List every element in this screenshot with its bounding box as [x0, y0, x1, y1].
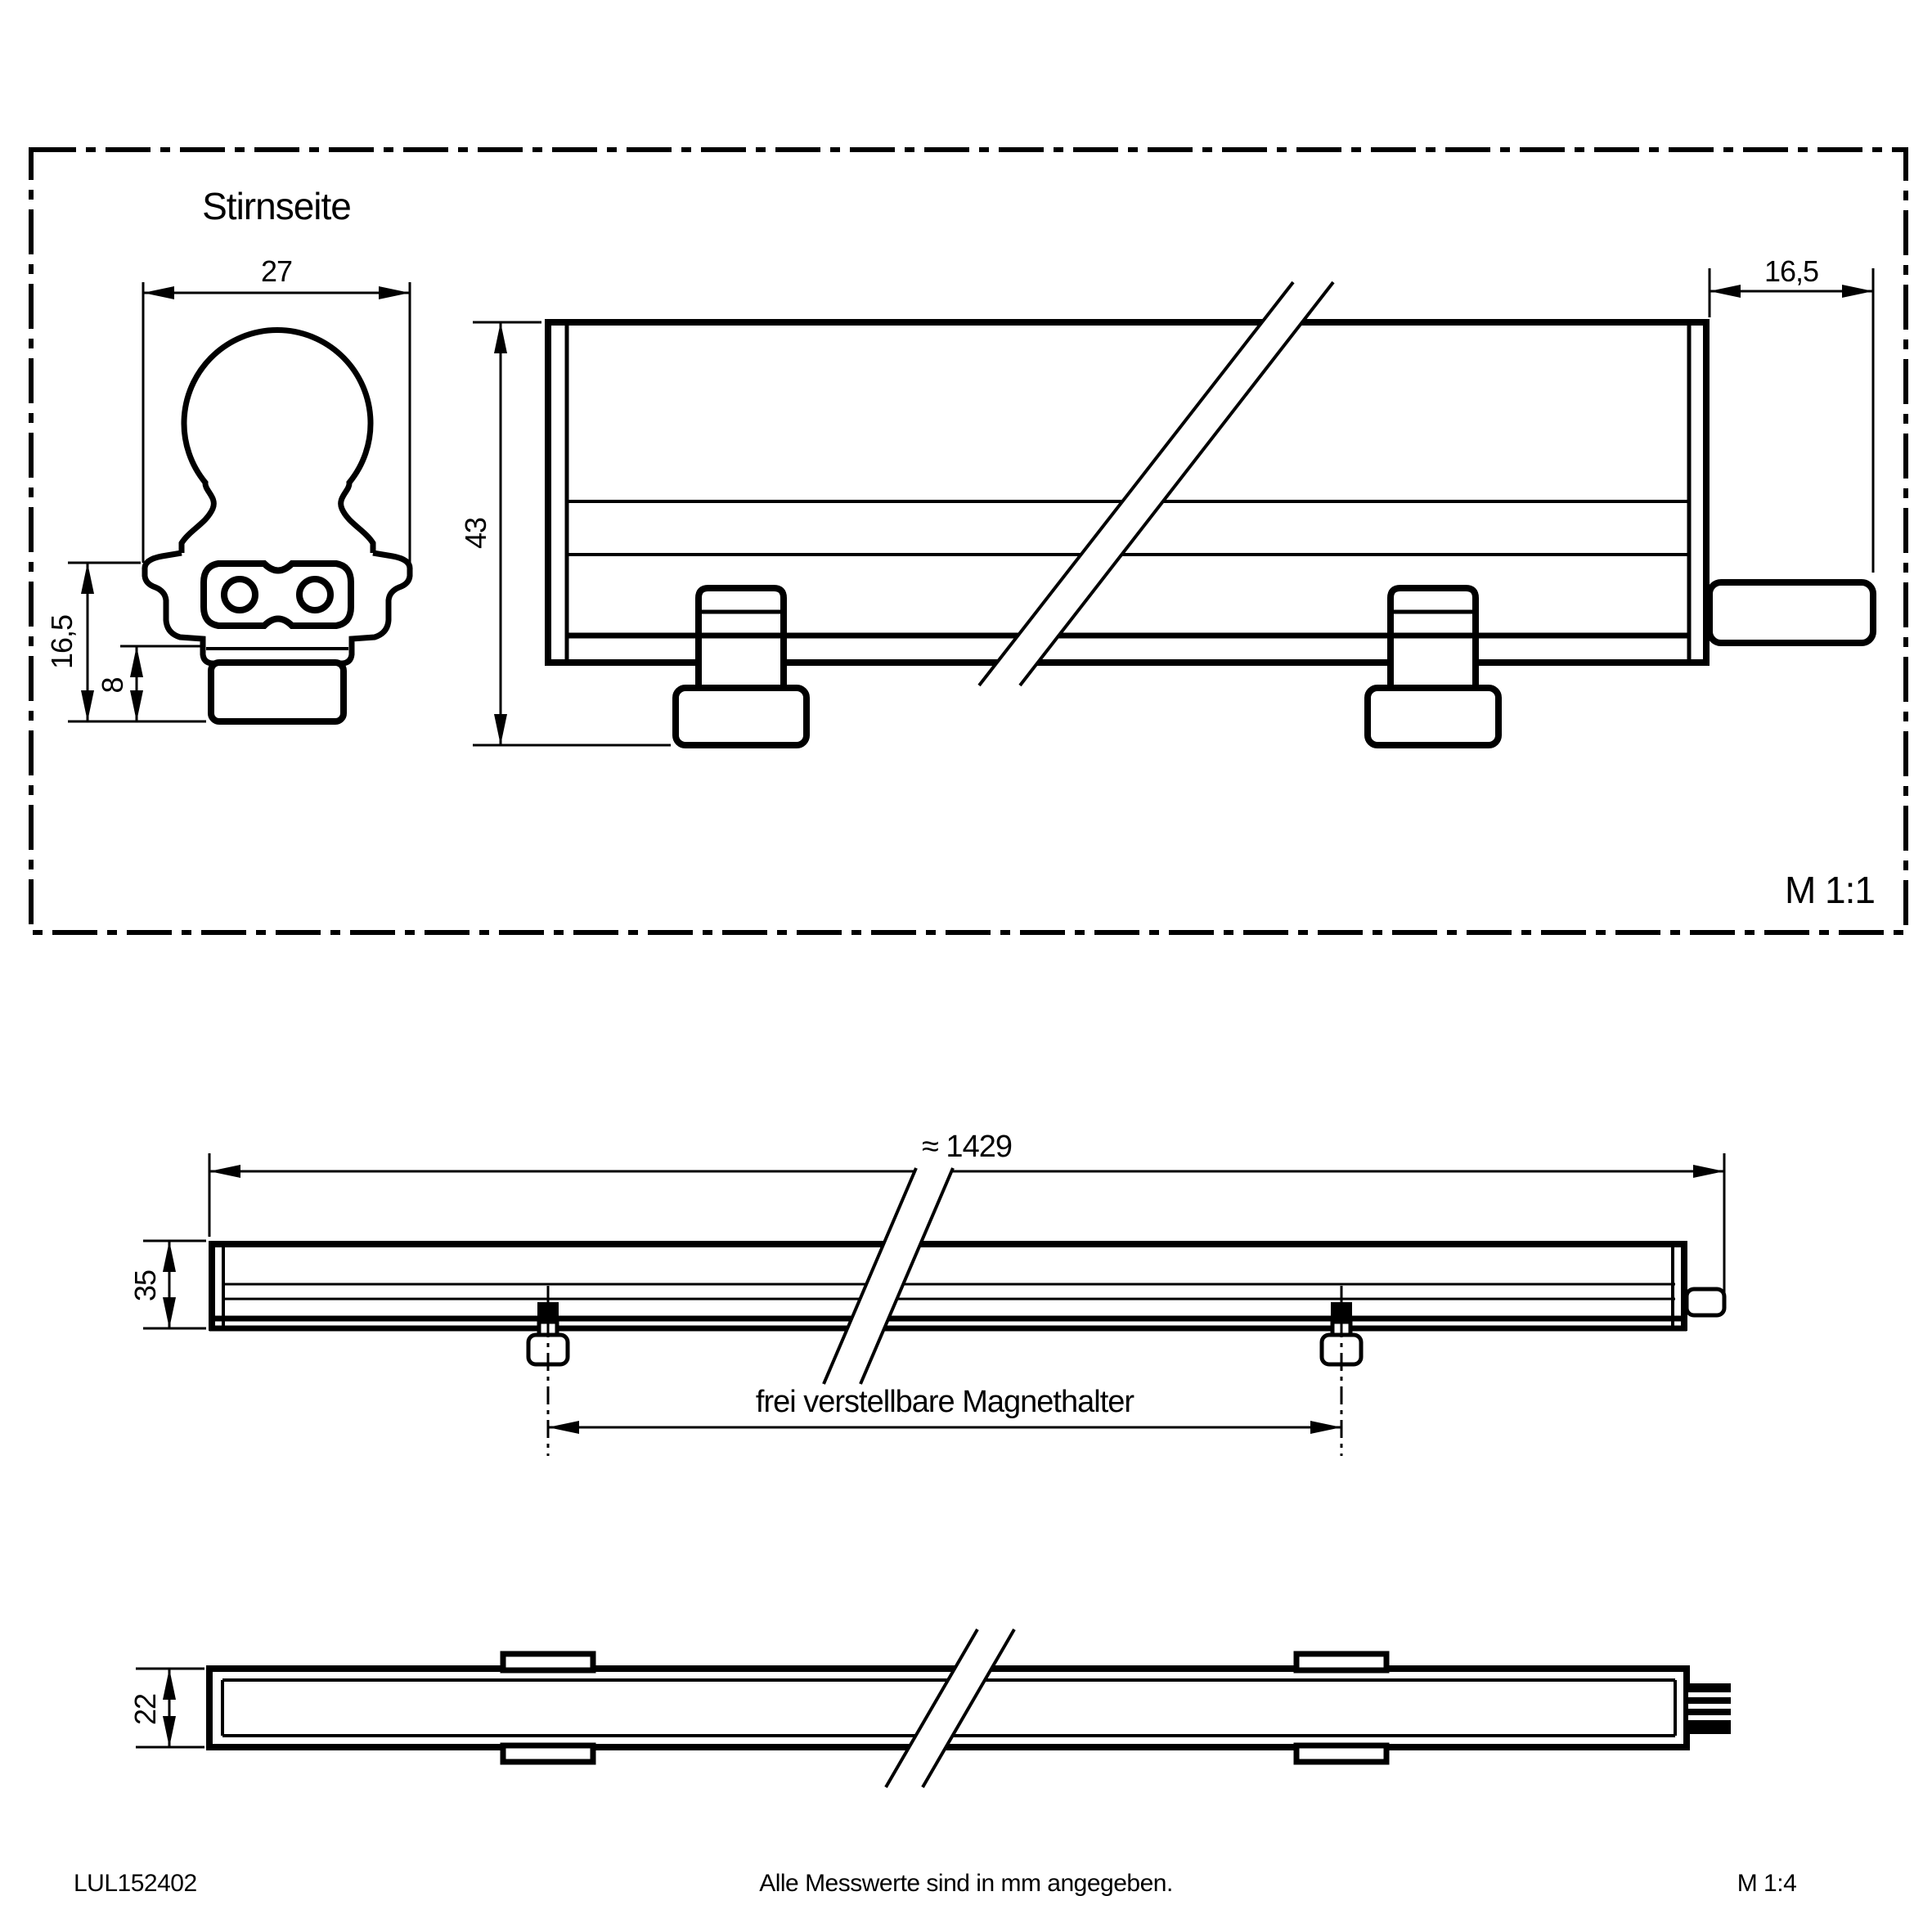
tab-right-top	[1296, 1654, 1386, 1670]
dim-165-value: 16,5	[45, 614, 79, 670]
tab-right-bottom	[1296, 1746, 1386, 1762]
top-view-connector	[1687, 1683, 1731, 1734]
dim-27-value: 27	[260, 254, 293, 288]
dim-1429-arrow-left	[209, 1165, 240, 1178]
overall-side-view	[128, 1130, 1724, 1456]
dim-165r-arrow-right	[1842, 285, 1873, 298]
front-view-title: Stirnseite	[202, 185, 351, 227]
magnet-holder-right-detail	[1368, 588, 1498, 745]
overall-holder-left	[528, 1286, 568, 1456]
holder-foot-right	[1368, 688, 1498, 745]
bar-end-connector	[1687, 1289, 1724, 1315]
magnet-holder-left-detail	[676, 588, 806, 745]
cable-hole-left	[224, 579, 255, 610]
bar-inner-lines	[223, 1284, 1675, 1299]
dim-35-arrow-bottom	[163, 1297, 176, 1328]
dim-43-arrow-bottom	[494, 714, 507, 745]
cable-cutout	[204, 564, 351, 626]
bar-break-mask	[824, 1168, 953, 1384]
detail-scale-label: M 1:1	[1784, 869, 1875, 911]
dimension-16-5-right	[1710, 254, 1873, 573]
detail-box-group	[31, 150, 1906, 932]
footer-scale: M 1:4	[1737, 1870, 1797, 1897]
cable-hole-right	[299, 579, 330, 610]
dimension-1429	[209, 1130, 1724, 1309]
overall-bar-break	[824, 1168, 953, 1384]
break-mask	[979, 282, 1333, 685]
dim-35-value: 35	[128, 1269, 162, 1302]
overall-holder-right	[1322, 1286, 1361, 1456]
dim-22-value: 22	[128, 1693, 162, 1726]
dimension-35	[128, 1241, 206, 1328]
end-connector-side	[1710, 582, 1873, 643]
magnet-holder-dimension	[548, 1385, 1341, 1434]
overall-bar	[209, 1241, 1724, 1331]
magnet-block-front	[211, 663, 344, 721]
dim-165r-value: 16,5	[1764, 254, 1819, 288]
dim-27-arrow-left	[143, 286, 174, 299]
dim-165-arrow-bottom	[81, 690, 94, 721]
dim-22-arrow-bottom	[163, 1716, 176, 1747]
side-view-detail	[459, 254, 1873, 745]
magnet-holder-label: frei verstellbare Magnethalter	[755, 1385, 1134, 1419]
profile-lens-outline	[182, 330, 373, 553]
tab-left-bottom	[503, 1746, 593, 1762]
dim-35-arrow-top	[163, 1241, 176, 1272]
footer-note: Alle Messwerte sind in mm angegeben.	[759, 1870, 1173, 1897]
dim-43-value: 43	[459, 517, 492, 550]
dim-1429-arrow-right	[1693, 1165, 1724, 1178]
dim-8-value: 8	[96, 677, 129, 694]
overall-top-view	[128, 1629, 1731, 1787]
tab-left-top	[503, 1654, 593, 1670]
holder-foot-left	[676, 688, 806, 745]
dim-27-arrow-right	[379, 286, 410, 299]
dim-8-arrow-bottom	[130, 690, 143, 721]
dim-165-arrow-top	[81, 563, 94, 594]
dimension-22	[128, 1669, 204, 1747]
footer	[74, 1870, 1796, 1897]
dim-43-arrow-top	[494, 322, 507, 353]
side-view-break	[979, 282, 1333, 685]
dim-1429-value: ≈ 1429	[922, 1130, 1012, 1164]
magnet-dim-arrow-right	[1310, 1421, 1341, 1434]
dim-165r-extension-lines	[1710, 268, 1873, 573]
detail-box-border	[31, 150, 1906, 932]
magnet-dim-arrow-left	[548, 1421, 579, 1434]
front-cross-section-view	[45, 254, 410, 721]
dim-8-arrow-top	[130, 646, 143, 677]
dimension-8	[96, 646, 204, 721]
dim-165r-arrow-left	[1710, 285, 1741, 298]
dim-22-arrow-top	[163, 1669, 176, 1700]
dimension-16-5-left	[45, 563, 206, 721]
dim-43-extension-lines	[473, 322, 671, 745]
footer-article-number: LUL152402	[74, 1870, 197, 1897]
